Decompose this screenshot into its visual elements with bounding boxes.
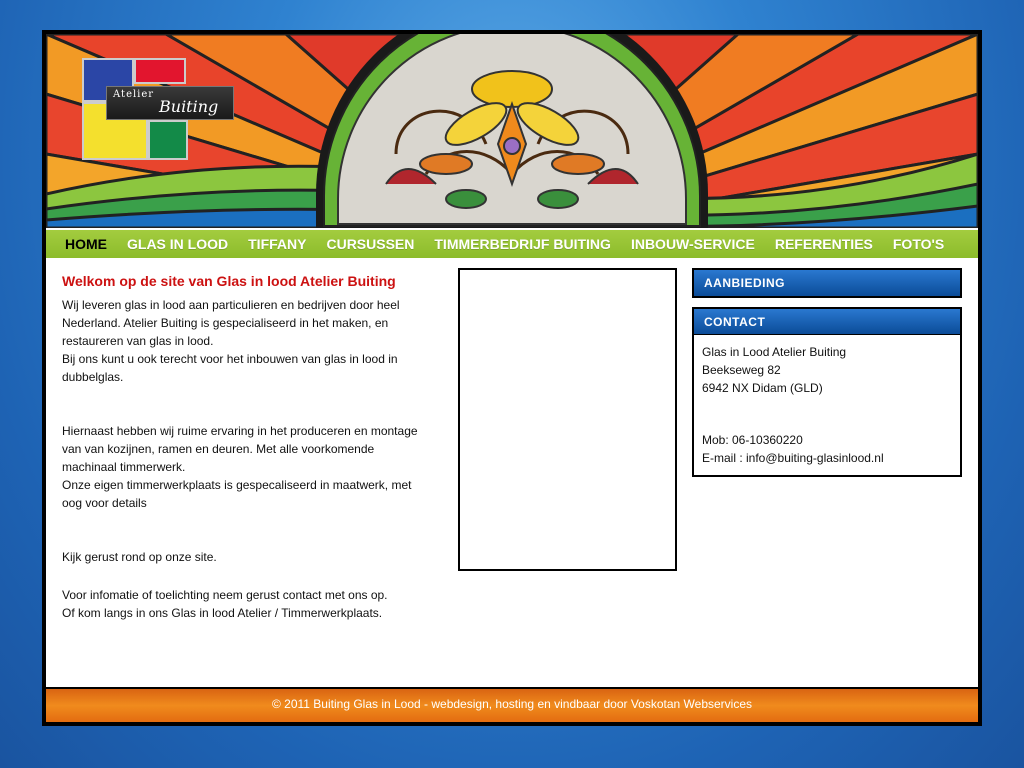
intro-paragraph-2: Bij ons kunt u ook terecht voor het inbouwen van glas in lood in dubbelglas. [62,352,398,384]
nav-home[interactable]: HOME [65,236,107,252]
main-nav [46,228,978,258]
contact-panel [692,307,962,477]
logo-line1: Atelier [113,89,155,100]
contact-company: Glas in Lood Atelier Buiting [702,345,847,359]
intro-paragraph-1: Wij leveren glas in lood aan particulieren en bedrijven door heel Nederland. Atelier Buiting is gespecialiseerd in het maken, en restaureren van glas in lood. [62,298,400,348]
media-box [458,268,677,571]
nav-tiffany[interactable]: TIFFANY [248,236,307,252]
contact-email[interactable]: E-mail : info@buiting-glasinlood.nl [702,451,884,465]
page-container [46,34,978,722]
nav-glas-in-lood[interactable]: GLAS IN LOOD [127,236,229,252]
contact-city: 6942 NX Didam (GLD) [702,381,823,395]
footer [46,687,978,722]
nav-fotos[interactable]: FOTO'S [892,236,945,252]
contact-header: CONTACT [694,309,960,335]
nav-timmerbedrijf[interactable]: TIMMERBEDRIJF BUITING [434,236,611,252]
contact-mobile: Mob: 06-10360220 [702,433,803,447]
logo[interactable] [82,58,219,162]
logo-line2: Buiting [159,97,219,116]
intro-paragraph-3: Hiernaast hebben wij ruime ervaring in het produceren en montage van van kozijnen, ramen en deuren. Met alle voorkomende machinaal timmerwerk. [62,424,418,474]
contact-body [694,335,960,475]
nav-cursussen[interactable]: CURSUSSEN [326,236,415,252]
nav-inbouw-service[interactable]: INBOUW-SERVICE [630,236,755,252]
intro-paragraph-5: Kijk gerust rond op onze site. [62,550,217,564]
intro-paragraph-6: Voor infomatie of toelichting neem gerust contact met ons op. [62,588,388,602]
offer-header[interactable]: AANBIEDING [692,268,962,298]
page-title: Welkom op de site van Glas in lood Atelier Buiting [62,273,396,289]
intro-paragraph-7: Of kom langs in ons Glas in lood Atelier / Timmerwerkplaats. [62,606,383,620]
page-frame [42,30,982,726]
intro-paragraph-4: Onze eigen timmerwerkplaats is gespecaliseerd in maatwerk, met oog voor details [62,478,412,510]
nav-referenties[interactable]: REFERENTIES [774,236,873,252]
header-banner [46,34,978,228]
intro-text [62,272,432,622]
contact-street: Beekseweg 82 [702,363,781,377]
logo-label [106,86,234,120]
footer-text: © 2011 Buiting Glas in Lood - webdesign, hosting en vindbaar door Voskotan Webservices [271,697,753,711]
